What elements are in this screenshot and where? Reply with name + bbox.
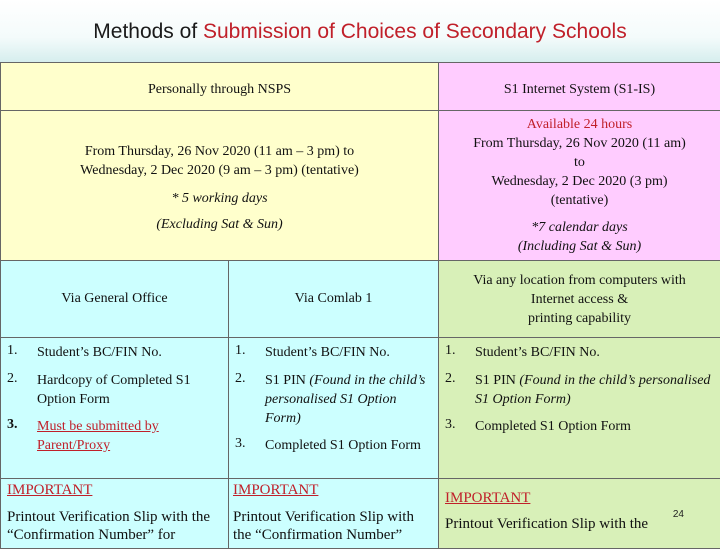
methods-table	[0, 62, 720, 549]
important-label: IMPORTANT	[7, 482, 222, 499]
title-highlight: Submission of Choices of Secondary Schools	[203, 20, 627, 43]
page-title: Methods of Submission of Choices of Secondary Schools	[0, 20, 720, 44]
comlab-important: IMPORTANT Printout Verification Slip with the “Confirmation Number”	[229, 479, 439, 549]
general-office-important: IMPORTANT Printout Verification Slip with the “Confirmation Number” for	[1, 479, 229, 549]
nsps-period: From Thursday, 26 Nov 2020 (11 am – 3 pm) to Wednesday, 2 Dec 2020 (9 am – 3 pm) (tentative) * 5 working days (Excluding Sat & Sun)	[1, 111, 439, 261]
channel-comlab: Via Comlab 1	[229, 261, 439, 338]
page-number: 24	[673, 509, 684, 520]
header-s1is: S1 Internet System (S1-IS)	[439, 63, 720, 111]
important-label: IMPORTANT	[233, 482, 434, 499]
channel-general-office: Via General Office	[1, 261, 229, 338]
internet-requirements: 1. Student’s BC/FIN No. 2. S1 PIN (Found in the child’s personalised S1 Option Form) 3. Completed S1 Option Form	[439, 338, 720, 479]
important-label: IMPORTANT	[445, 490, 714, 507]
general-office-requirements: 1. Student’s BC/FIN No. 2. Hardcopy of Completed S1 Option Form 3. Must be submitted by Parent/Proxy	[1, 338, 229, 479]
comlab-requirements: 1. Student’s BC/FIN No. 2. S1 PIN (Found in the child’s personalised S1 Option Form) 3. Completed S1 Option Form	[229, 338, 439, 479]
header-nsps: Personally through NSPS	[1, 63, 439, 111]
availability-note: Available 24 hours	[439, 115, 720, 134]
channel-internet: Via any location from computers with Internet access & printing capability	[439, 261, 720, 338]
internet-important: IMPORTANT Printout Verification Slip with the	[439, 479, 720, 549]
s1is-period: Available 24 hours From Thursday, 26 Nov 2020 (11 am) to Wednesday, 2 Dec 2020 (3 pm) (tentative) *7 calendar days (Including Sat & Sun)	[439, 111, 720, 261]
